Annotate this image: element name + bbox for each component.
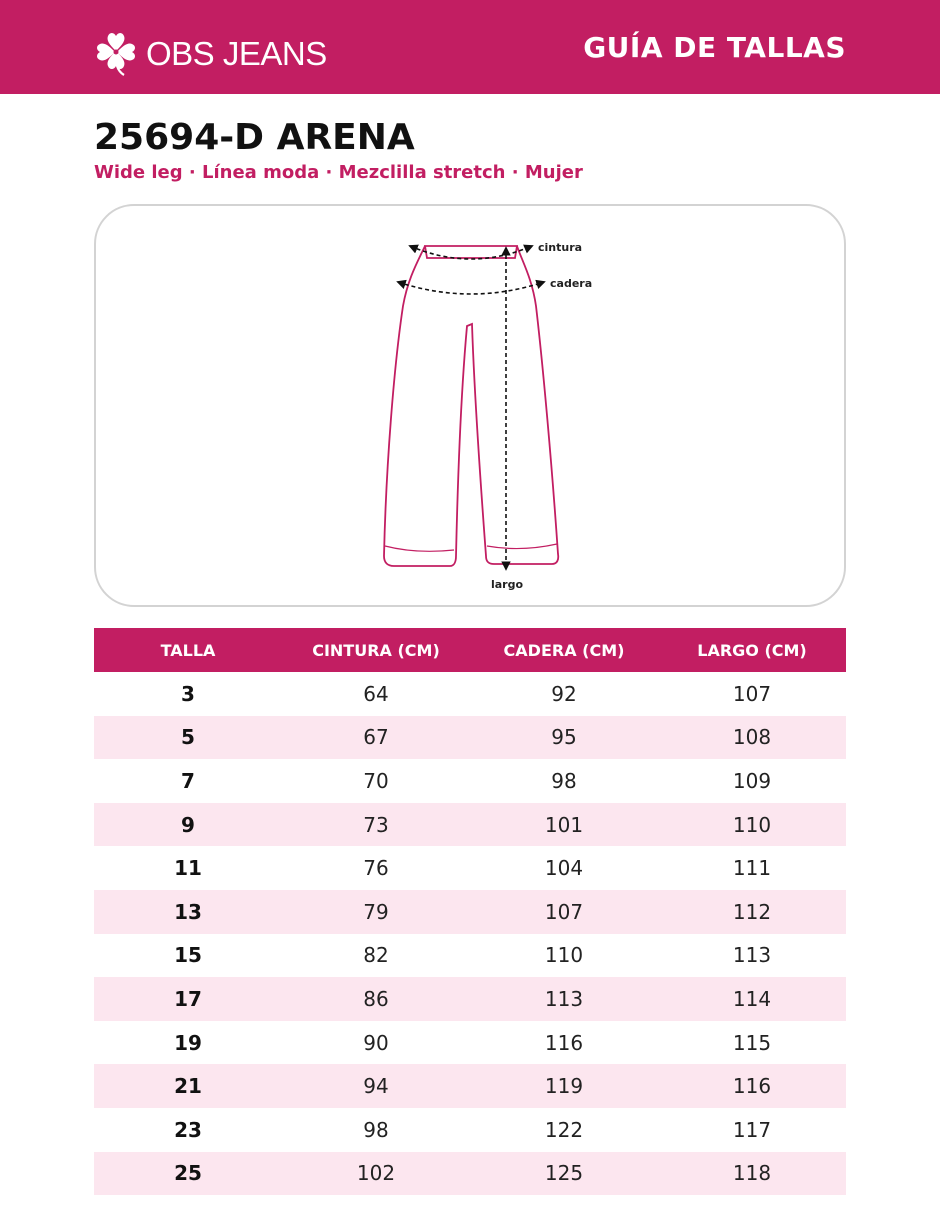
hip-cell: 116 bbox=[544, 1030, 584, 1055]
length-cell: 118 bbox=[658, 1152, 846, 1196]
hip-cell: 119 bbox=[470, 1064, 658, 1108]
product-subtitle: Wide leg · Línea moda · Mezclilla stretch · Mujer bbox=[94, 162, 583, 183]
size-cell: 21 bbox=[94, 1064, 282, 1108]
waist-cell: 82 bbox=[363, 943, 389, 968]
hip-cell: 122 bbox=[544, 1117, 584, 1142]
waist-cell: 73 bbox=[282, 803, 470, 847]
length-cell: 116 bbox=[658, 1064, 846, 1108]
length-cell: 110 bbox=[658, 803, 846, 847]
hip-cell: 110 bbox=[544, 943, 584, 968]
hip-cell: 95 bbox=[470, 716, 658, 760]
size-cell: 11 bbox=[174, 856, 202, 881]
table-header-row bbox=[94, 628, 846, 672]
length-cell: 108 bbox=[658, 716, 846, 760]
hip-label: cadera bbox=[550, 277, 593, 290]
length-cell: 112 bbox=[658, 890, 846, 934]
hip-cell: 125 bbox=[470, 1152, 658, 1196]
size-cell: 3 bbox=[181, 681, 195, 706]
table-row bbox=[94, 890, 846, 934]
column-header-size: TALLA bbox=[94, 628, 282, 672]
hip-cell: 104 bbox=[544, 856, 584, 881]
waist-arrow bbox=[410, 246, 532, 259]
hip-cell: 92 bbox=[551, 681, 577, 706]
size-cell: 5 bbox=[94, 716, 282, 760]
measurement-diagram bbox=[94, 204, 846, 607]
waist-cell: 79 bbox=[282, 890, 470, 934]
size-cell: 23 bbox=[174, 1117, 202, 1142]
length-cell: 111 bbox=[732, 856, 772, 881]
size-cell: 15 bbox=[174, 943, 202, 968]
hip-cell: 101 bbox=[470, 803, 658, 847]
table-row bbox=[94, 1064, 846, 1108]
pants-diagram bbox=[96, 206, 848, 609]
length-label: largo bbox=[490, 578, 524, 591]
size-cell: 25 bbox=[94, 1152, 282, 1196]
brand-logo bbox=[94, 29, 327, 77]
size-cell: 9 bbox=[94, 803, 282, 847]
length-cell: 107 bbox=[732, 681, 772, 706]
column-header-length: LARGO (CM) bbox=[658, 628, 846, 672]
table-row bbox=[94, 1021, 846, 1065]
hip-arrow bbox=[398, 282, 544, 294]
column-header-waist: CINTURA (CM) bbox=[282, 628, 470, 672]
header-bar bbox=[0, 0, 940, 94]
waist-cell: 102 bbox=[282, 1152, 470, 1196]
size-table bbox=[94, 628, 846, 1195]
table-row bbox=[94, 803, 846, 847]
size-cell: 17 bbox=[94, 977, 282, 1021]
clover-icon bbox=[94, 30, 138, 76]
size-cell: 13 bbox=[94, 890, 282, 934]
waist-cell: 64 bbox=[363, 681, 389, 706]
brand-name: OBS JEANS bbox=[146, 34, 327, 72]
column-header-hip: CADERA (CM) bbox=[470, 628, 658, 672]
waist-cell: 70 bbox=[363, 768, 389, 793]
table-row bbox=[94, 759, 846, 803]
table-row bbox=[94, 934, 846, 978]
table-row bbox=[94, 1108, 846, 1152]
table-row bbox=[94, 977, 846, 1021]
table-row bbox=[94, 672, 846, 716]
table-row bbox=[94, 846, 846, 890]
waist-cell: 67 bbox=[282, 716, 470, 760]
table-row bbox=[94, 716, 846, 760]
pants-outline bbox=[384, 246, 558, 566]
size-cell: 19 bbox=[174, 1030, 202, 1055]
product-code: 25694-D ARENA bbox=[94, 117, 415, 158]
waist-cell: 76 bbox=[363, 856, 389, 881]
page-title: GUÍA DE TALLAS bbox=[583, 31, 846, 64]
waist-cell: 86 bbox=[282, 977, 470, 1021]
waist-label: cintura bbox=[538, 241, 583, 254]
size-cell: 7 bbox=[181, 768, 195, 793]
table-row bbox=[94, 1152, 846, 1196]
hip-cell: 113 bbox=[470, 977, 658, 1021]
waist-cell: 90 bbox=[363, 1030, 389, 1055]
length-cell: 109 bbox=[732, 768, 772, 793]
length-cell: 115 bbox=[732, 1030, 772, 1055]
hip-cell: 98 bbox=[551, 768, 577, 793]
hip-cell: 107 bbox=[470, 890, 658, 934]
length-cell: 114 bbox=[658, 977, 846, 1021]
length-cell: 117 bbox=[732, 1117, 772, 1142]
waist-cell: 98 bbox=[363, 1117, 389, 1142]
length-cell: 113 bbox=[732, 943, 772, 968]
waist-cell: 94 bbox=[282, 1064, 470, 1108]
